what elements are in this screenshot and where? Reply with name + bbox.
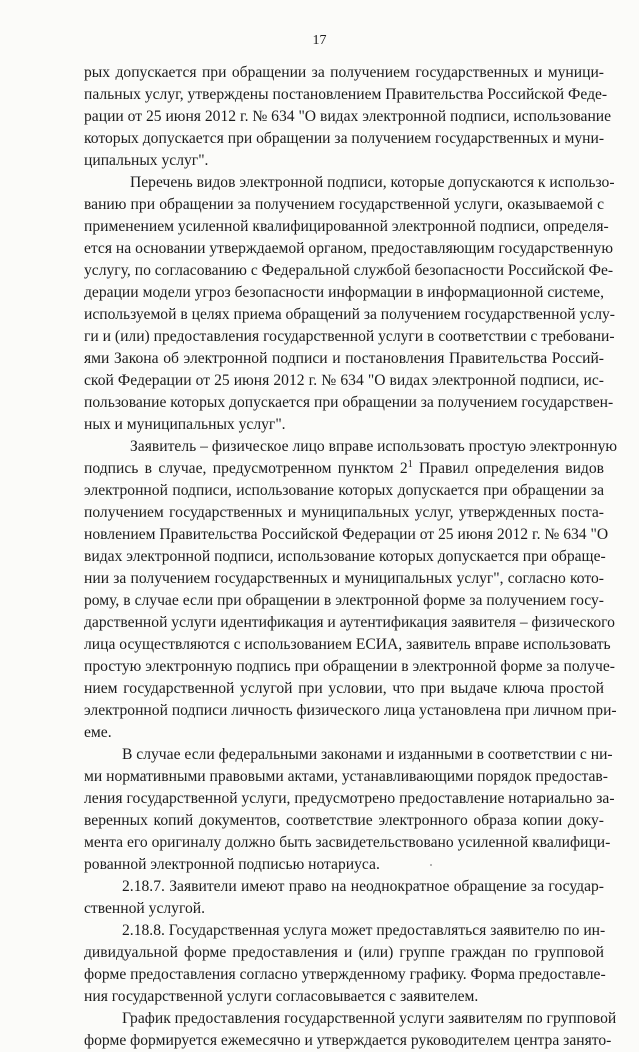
text-line: простую электронную подпись при обращении в электронной форме за получе- xyxy=(84,658,615,675)
text-line: нии за получением государственных и муниципальных услуг", согласно кото- xyxy=(84,570,604,587)
text-line: электронной подписи, использование которых допускается при обращении за xyxy=(84,482,604,499)
text-line: мента его оригиналу должно быть засвидетельствовано усиленной квалифици- xyxy=(84,834,611,851)
text-line: новлением Правительства Российской Федерации от 25 июня 2012 г. № 634 "О xyxy=(84,526,609,543)
text-line xyxy=(84,458,604,480)
paragraph xyxy=(84,744,615,876)
text-line: рых допускается при обращении за получением государственных и муници- xyxy=(84,64,604,81)
text-line: ги и (или) предоставления государственной услуги в соответствии с требовани- xyxy=(84,328,615,345)
text-line: рации от 25 июня 2012 г. № 634 "О видах электронной подписи, использование xyxy=(84,108,612,125)
text-line: ления государственной услуги, предусмотрено предоставление нотариально за- xyxy=(84,790,615,807)
text-line: нием государственной услугой при условии, что при выдаче ключа простой xyxy=(84,680,604,697)
text-line: 2.18.7. Заявители имеют право на неоднократное обращение за государ- xyxy=(122,878,604,895)
text-line: ния государственной услуги согласовывается с заявителем. xyxy=(84,988,479,1005)
paragraph xyxy=(84,172,615,436)
page-number: 17 xyxy=(312,33,327,48)
text-line: получением государственных и муниципальных услуг, утвержденных поста- xyxy=(84,504,604,521)
paragraph xyxy=(84,876,604,920)
text-line: ями Закона об электронной подписи и постановления Правительства Россий- xyxy=(84,350,604,367)
text-line: ской Федерации от 25 июня 2012 г. № 634 "О видах электронной подписи, ис- xyxy=(84,372,604,389)
text-line: форме формируется ежемесячно и утверждается руководителем центра занято- xyxy=(84,1032,612,1049)
text-line: которых допускается при обращении за получением государственных и муни- xyxy=(84,130,605,147)
paragraph xyxy=(84,920,604,1008)
text-line: ных и муниципальных услуг". xyxy=(84,416,286,433)
text-line: 2.18.8. Государственная услуга может предоставляться заявителю по ин- xyxy=(122,922,606,939)
text-line-head: подпись в случае, предусмотренном пунктом 2 xyxy=(84,460,408,477)
text-line: дивидуальной форме предоставления и (или) группе граждан по групповой xyxy=(84,944,604,961)
text-line: еме. xyxy=(84,724,112,741)
text-line: пальных услуг, утверждены постановлением Правительства Российской Феде- xyxy=(84,86,608,103)
text-line: рому, в случае если при обращении в электронной форме за получением госу- xyxy=(84,592,604,609)
text-line: применением усиленной квалифицированной электронной подписи, определя- xyxy=(84,218,609,235)
text-line: используемой в целях приема обращений за получением государственной услу- xyxy=(84,306,615,323)
text-line: электронной подписи личность физического лица установлена при личном при- xyxy=(84,702,617,719)
paragraph xyxy=(84,62,612,172)
text-line: ванию при обращении за получением государственной услуги, оказываемой с xyxy=(84,196,604,213)
text-line: рованной электронной подписью нотариуса. xyxy=(84,856,380,873)
text-line: веренных копий документов, соответствие электронного образа копии доку- xyxy=(84,812,604,829)
text-line-tail: Правил определения видов xyxy=(412,460,605,477)
text-line: услугу, по согласованию с Федеральной службой безопасности Российской Фе- xyxy=(84,262,614,279)
document-body xyxy=(84,62,618,1052)
text-line: дерации модели угроз безопасности информации в информационной системе, xyxy=(84,284,604,301)
text-line: форме предоставления согласно утвержденному графику. Форма предоставле- xyxy=(84,966,606,983)
text-line: Заявитель – физическое лицо вправе использовать простую электронную xyxy=(130,438,618,455)
text-line: В случае если федеральными законами и изданными в соответствии с ни- xyxy=(122,746,613,763)
text-line: дарственной услуги идентификация и аутентификация заявителя – физического xyxy=(84,614,615,631)
paragraph xyxy=(84,1008,617,1052)
text-line: ми нормативными правовыми актами, устанавливающими порядок предостав- xyxy=(84,768,608,785)
text-line: Перечень видов электронной подписи, которые допускаются к использо- xyxy=(130,174,615,191)
text-line: График предоставления государственной услуги заявителям по групповой xyxy=(122,1010,617,1027)
footnote-superscript: 1 xyxy=(407,459,413,470)
text-line: ципальных услуг". xyxy=(84,152,209,169)
paragraph xyxy=(84,436,618,744)
text-line: ственной услугой. xyxy=(84,900,206,917)
scan-speck xyxy=(430,864,432,866)
text-line: пользование которых допускается при обращении за получением государствен- xyxy=(84,394,614,411)
text-line: видах электронной подписи, использование которых допускается при обраще- xyxy=(84,548,606,565)
text-line: лица осуществляются с использованием ЕСИА, заявитель вправе использовать xyxy=(84,636,611,653)
text-line: ется на основании утверждаемой органом, предоставляющим государственную xyxy=(84,240,613,257)
